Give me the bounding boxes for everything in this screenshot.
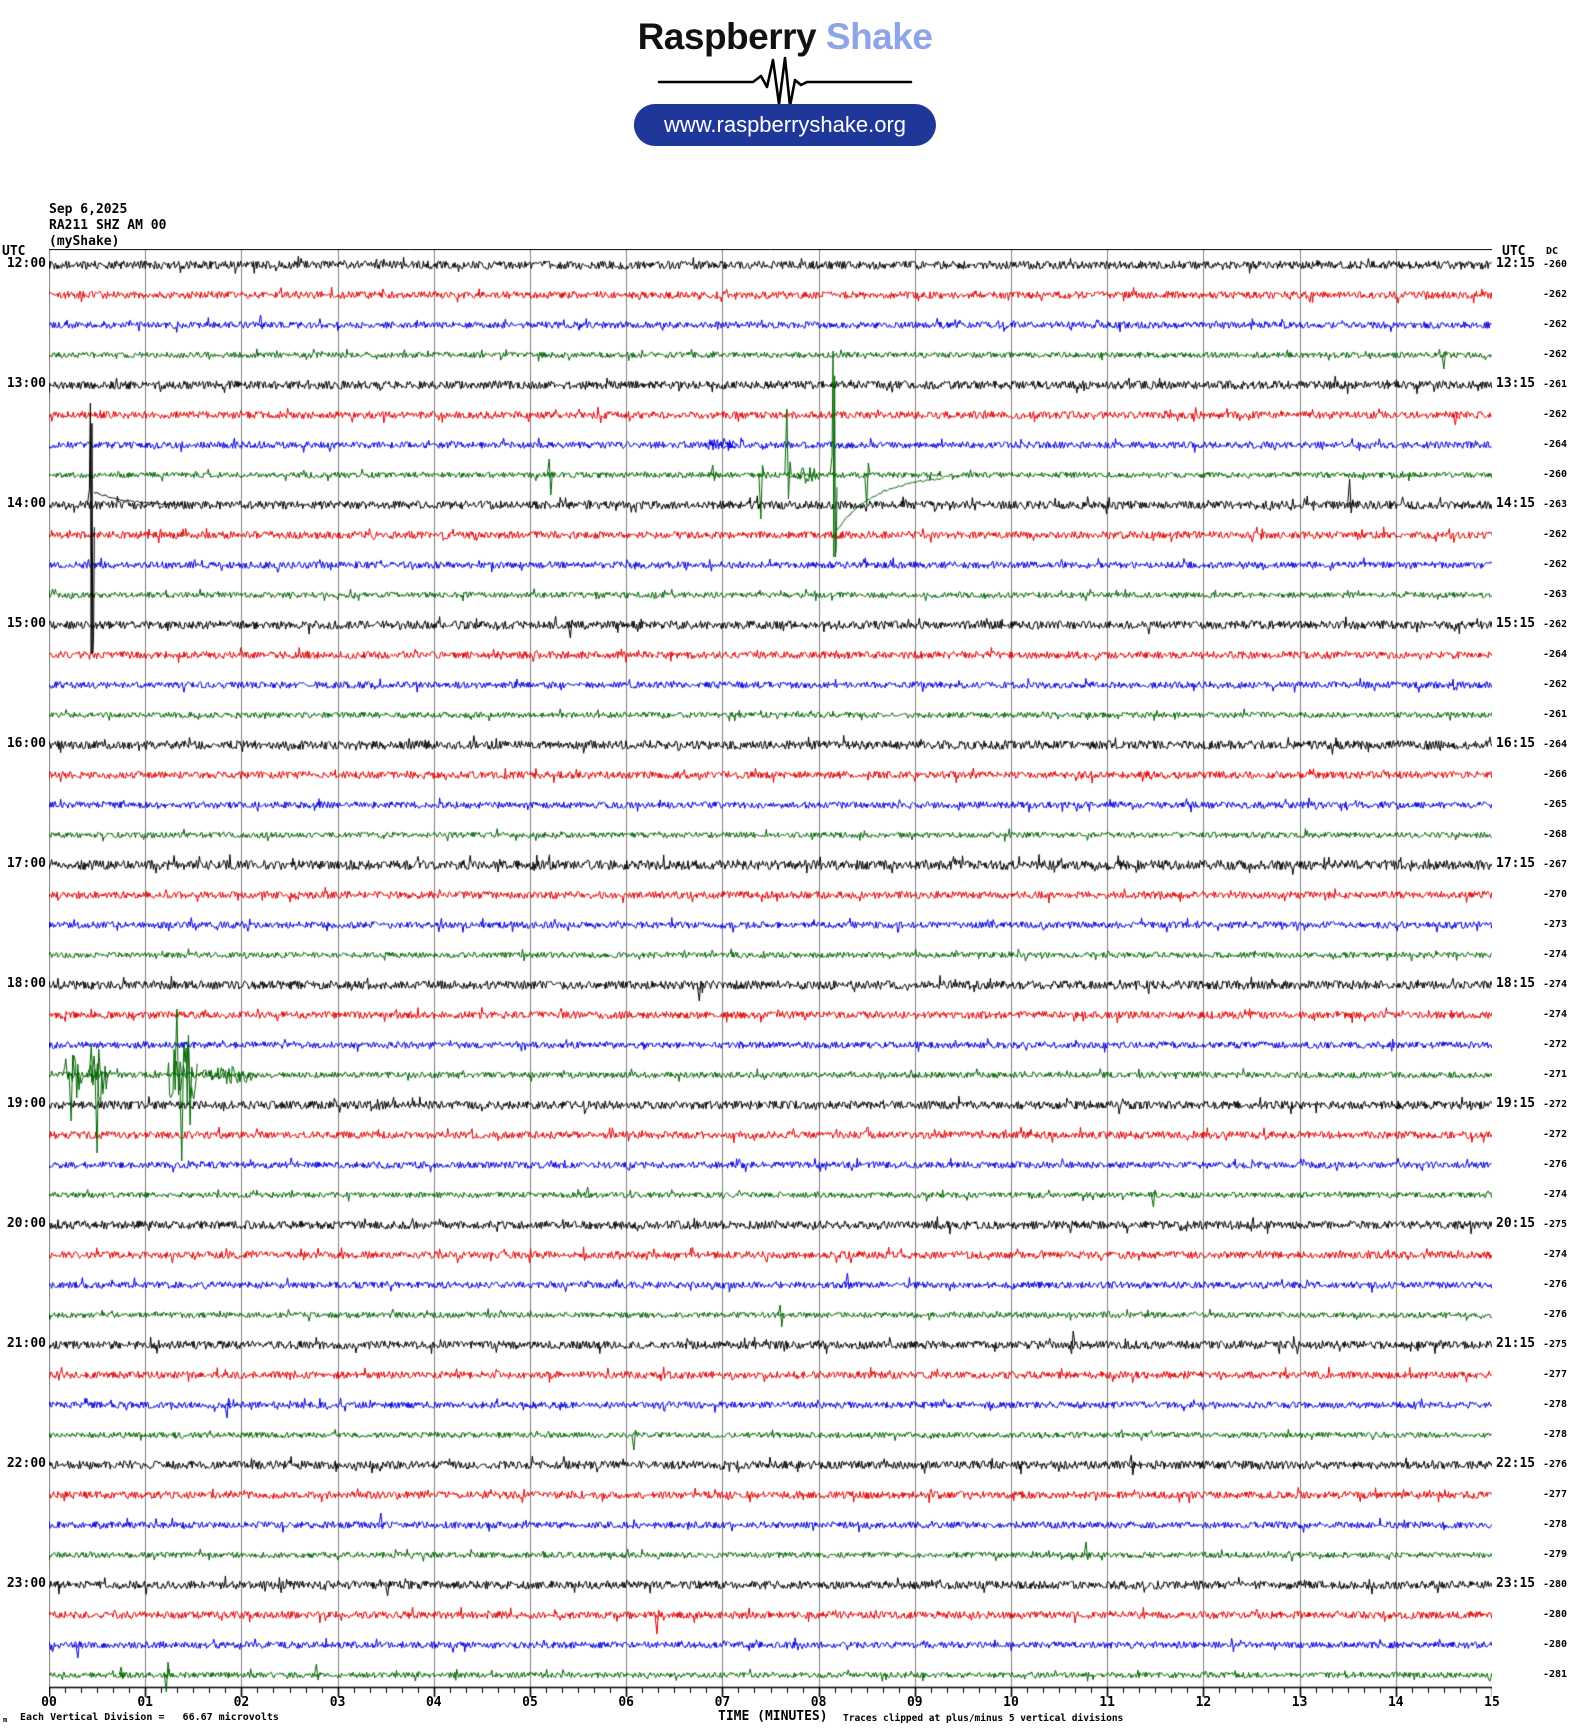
x-tick-label-13: 13 bbox=[1291, 1695, 1308, 1710]
dc-offset-value: -273 bbox=[1543, 919, 1568, 930]
dc-offset-value: -277 bbox=[1543, 1489, 1568, 1500]
dc-offset-value: -280 bbox=[1543, 1579, 1568, 1590]
dc-offset-value: -261 bbox=[1543, 379, 1568, 390]
utc-right-label-13:15: 13:15 bbox=[1496, 376, 1536, 391]
dc-offset-value: -263 bbox=[1543, 499, 1568, 510]
dc-offset-value: -262 bbox=[1543, 529, 1568, 540]
x-tick-label-00: 00 bbox=[41, 1695, 57, 1710]
x-axis-title: TIME (MINUTES) bbox=[718, 1709, 828, 1724]
utc-right-label-16:15: 16:15 bbox=[1496, 736, 1536, 751]
utc-left-label-13:00: 13:00 bbox=[6, 376, 46, 391]
dc-offset-value: -274 bbox=[1543, 1249, 1568, 1260]
dc-offset-value: -278 bbox=[1543, 1429, 1568, 1440]
x-tick-label-12: 12 bbox=[1195, 1695, 1212, 1710]
dc-offset-value: -262 bbox=[1543, 619, 1568, 630]
x-tick-label-15: 15 bbox=[1484, 1695, 1500, 1710]
dc-offset-value: -264 bbox=[1543, 649, 1568, 660]
dc-offset-value: -266 bbox=[1543, 769, 1568, 780]
dc-offset-value: -271 bbox=[1543, 1069, 1568, 1080]
dc-offset-value: -264 bbox=[1543, 439, 1568, 450]
dc-offset-value: -264 bbox=[1543, 739, 1568, 750]
utc-left-label-16:00: 16:00 bbox=[6, 736, 46, 751]
utc-left-label-12:00: 12:00 bbox=[6, 256, 46, 271]
dc-header: DC bbox=[1546, 246, 1559, 257]
utc-left-label-17:00: 17:00 bbox=[6, 856, 46, 871]
dc-offset-value: -280 bbox=[1543, 1609, 1568, 1620]
dc-offset-value: -280 bbox=[1543, 1639, 1568, 1650]
station-id: RA211 SHZ AM 00 bbox=[49, 218, 167, 233]
dc-offset-value: -272 bbox=[1543, 1129, 1568, 1140]
utc-left-label-21:00: 21:00 bbox=[6, 1336, 46, 1351]
utc-right-label-23:15: 23:15 bbox=[1496, 1576, 1536, 1591]
dc-offset-value: -262 bbox=[1543, 349, 1568, 360]
dc-offset-value: -262 bbox=[1543, 289, 1568, 300]
utc-right-label-17:15: 17:15 bbox=[1496, 856, 1536, 871]
dc-offset-value: -265 bbox=[1543, 799, 1568, 810]
dc-offset-value: -268 bbox=[1543, 829, 1568, 840]
utc-right-label-14:15: 14:15 bbox=[1496, 496, 1536, 511]
x-tick-label-07: 07 bbox=[714, 1695, 731, 1710]
dc-offset-value: -275 bbox=[1543, 1339, 1568, 1350]
utc-right-label-22:15: 22:15 bbox=[1496, 1456, 1536, 1471]
clipping-note: Traces clipped at plus/minus 5 vertical divisions bbox=[843, 1713, 1124, 1724]
dc-offset-value: -260 bbox=[1543, 469, 1568, 480]
dc-offset-value: -281 bbox=[1543, 1669, 1568, 1680]
utc-left-label-15:00: 15:00 bbox=[6, 616, 46, 631]
dc-offset-value: -272 bbox=[1543, 1039, 1568, 1050]
utc-left-label-19:00: 19:00 bbox=[6, 1096, 46, 1111]
dc-offset-value: -267 bbox=[1543, 859, 1568, 870]
utc-left-label-14:00: 14:00 bbox=[6, 496, 46, 511]
x-tick-label-08: 08 bbox=[810, 1695, 827, 1710]
website-link-button[interactable]: www.raspberryshake.org bbox=[634, 104, 936, 146]
vertical-division-note: Each Vertical Division = 66.67 microvolts bbox=[20, 1712, 279, 1723]
x-tick-label-04: 04 bbox=[425, 1695, 442, 1710]
dc-offset-value: -278 bbox=[1543, 1399, 1568, 1410]
dc-offset-value: -278 bbox=[1543, 1519, 1568, 1530]
dc-offset-value: -263 bbox=[1543, 589, 1568, 600]
utc-right-label-20:15: 20:15 bbox=[1496, 1216, 1536, 1231]
logo bbox=[0, 16, 1570, 58]
logo-word-shake: Shake bbox=[825, 16, 933, 57]
utc-right-label-12:15: 12:15 bbox=[1496, 256, 1536, 271]
dc-offset-value: -274 bbox=[1543, 1189, 1568, 1200]
x-tick-label-06: 06 bbox=[618, 1695, 635, 1710]
x-tick-label-14: 14 bbox=[1387, 1695, 1404, 1710]
dc-offset-value: -262 bbox=[1543, 319, 1568, 330]
x-tick-label-11: 11 bbox=[1099, 1695, 1116, 1710]
dc-offset-value: -274 bbox=[1543, 949, 1568, 960]
utc-left-header: UTC bbox=[2, 244, 26, 259]
utc-left-label-23:00: 23:00 bbox=[6, 1576, 46, 1591]
station-network: (myShake) bbox=[49, 234, 120, 249]
dc-offset-value: -275 bbox=[1543, 1219, 1568, 1230]
dc-offset-value: -272 bbox=[1543, 1099, 1568, 1110]
seismic-pulse-icon bbox=[655, 56, 915, 108]
utc-right-label-15:15: 15:15 bbox=[1496, 616, 1536, 631]
dc-offset-value: -261 bbox=[1543, 709, 1568, 720]
utc-right-label-21:15: 21:15 bbox=[1496, 1336, 1536, 1351]
dc-offset-value: -274 bbox=[1543, 979, 1568, 990]
x-tick-label-02: 02 bbox=[233, 1695, 250, 1710]
helicorder-plot bbox=[49, 249, 1492, 1703]
dc-offset-value: -274 bbox=[1543, 1009, 1568, 1020]
utc-left-label-20:00: 20:00 bbox=[6, 1216, 46, 1231]
dc-offset-value: -277 bbox=[1543, 1369, 1568, 1380]
x-tick-label-03: 03 bbox=[329, 1695, 346, 1710]
x-tick-label-10: 10 bbox=[1003, 1695, 1019, 1710]
utc-right-label-19:15: 19:15 bbox=[1496, 1096, 1536, 1111]
dc-offset-value: -262 bbox=[1543, 409, 1568, 420]
logo-word-raspberry: Raspberry bbox=[637, 16, 817, 57]
dc-offset-value: -279 bbox=[1543, 1549, 1568, 1560]
x-tick-label-05: 05 bbox=[522, 1695, 538, 1710]
dc-offset-value: -276 bbox=[1543, 1309, 1568, 1320]
dc-offset-value: -276 bbox=[1543, 1279, 1568, 1290]
x-tick-label-01: 01 bbox=[137, 1695, 154, 1710]
utc-right-header: UTC bbox=[1502, 244, 1526, 259]
station-info bbox=[49, 202, 166, 250]
x-tick-label-09: 09 bbox=[906, 1695, 923, 1710]
dc-offset-value: -276 bbox=[1543, 1459, 1568, 1470]
dc-offset-value: -276 bbox=[1543, 1159, 1568, 1170]
dc-offset-value: -270 bbox=[1543, 889, 1568, 900]
utc-left-label-22:00: 22:00 bbox=[6, 1456, 46, 1471]
dc-offset-value: -262 bbox=[1543, 559, 1568, 570]
station-date: Sep 6,2025 bbox=[49, 202, 128, 217]
utc-right-label-18:15: 18:15 bbox=[1496, 976, 1536, 991]
dc-offset-value: -262 bbox=[1543, 679, 1568, 690]
micro-glyph: m bbox=[3, 1716, 8, 1724]
dc-offset-value: -260 bbox=[1543, 259, 1568, 270]
utc-left-label-18:00: 18:00 bbox=[6, 976, 46, 991]
